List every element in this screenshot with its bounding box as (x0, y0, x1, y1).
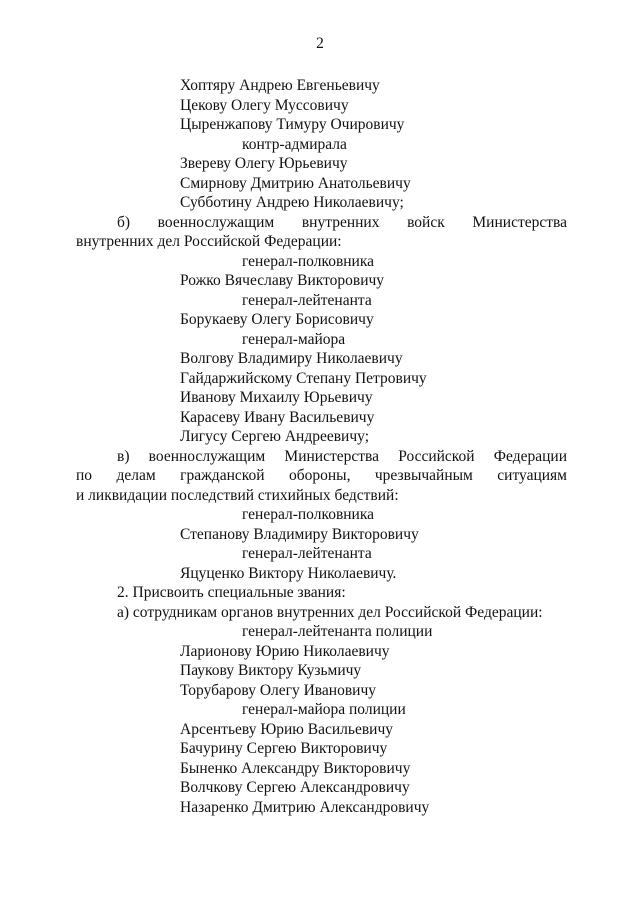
page-number: 2 (316, 35, 324, 52)
name-line: Назаренко Дмитрию Александровичу (180, 799, 430, 816)
name-line: Степанову Владимиру Викторовичу (180, 526, 419, 543)
name-line: Паукову Виктору Кузьмичу (180, 662, 362, 679)
name-line: Хоптяру Андрею Евгеньевичу (180, 77, 380, 94)
name-line: Цыренжапову Тимуру Очировичу (180, 116, 405, 133)
name-line: Рожко Вячеславу Викторовичу (180, 272, 385, 289)
subsection-heading-a: а) сотрудникам органов внутренних дел Российской Федерации: (117, 604, 543, 621)
rank-heading: генерал-майора полиции (242, 701, 406, 718)
rank-heading: генерал-лейтенанта полиции (242, 623, 433, 640)
rank-heading: генерал-майора (242, 331, 346, 348)
subsection-heading-b-cont: внутренних дел Российской Федерации: (76, 233, 342, 250)
name-line: Субботину Андрею Николаевичу; (180, 194, 404, 211)
name-line: Волгову Владимиру Николаевичу (180, 350, 403, 367)
rank-heading: генерал-лейтенанта (242, 545, 372, 562)
name-line: Лигусу Сергею Андреевичу; (180, 428, 370, 445)
name-line: Борукаеву Олегу Борисовичу (180, 311, 374, 328)
name-line: Торубарову Олегу Ивановичу (180, 682, 377, 699)
rank-heading: генерал-лейтенанта (242, 292, 372, 309)
name-line: Смирнову Дмитрию Анатольевичу (180, 175, 411, 192)
rank-heading: генерал-полковника (242, 506, 375, 523)
name-line: Гайдаржийскому Степану Петровичу (180, 370, 427, 387)
subsection-heading-v-cont: по делам гражданской обороны, чрезвычайным ситуациям (76, 467, 567, 484)
rank-heading: контр-адмирала (242, 136, 347, 153)
name-line: Арсентьеву Юрию Васильевичу (180, 721, 393, 738)
rank-heading: генерал-полковника (242, 253, 375, 270)
name-line: Ларионову Юрию Николаевичу (180, 643, 390, 660)
name-line: Яцуценко Виктору Николаевичу. (180, 565, 397, 582)
name-line: Цекову Олегу Муссовичу (180, 97, 349, 114)
name-line: Быненко Александру Викторовичу (180, 760, 411, 777)
name-line: Бачурину Сергею Викторовичу (180, 740, 388, 757)
subsection-heading-v: в) военнослужащим Министерства Российской Федерации (117, 448, 567, 465)
subsection-heading-v-cont: и ликвидации последствий стихийных бедствий: (76, 487, 399, 504)
name-line: Волчкову Сергею Александровичу (180, 779, 410, 796)
name-line: Иванову Михаилу Юрьевичу (180, 389, 373, 406)
name-line: Карасеву Ивану Васильевичу (180, 409, 375, 426)
subsection-heading-b: б) военнослужащим внутренних войск Министерства (117, 214, 567, 231)
name-line: Звереву Олегу Юрьевичу (180, 155, 348, 172)
section-heading-2: 2. Присвоить специальные звания: (117, 584, 346, 601)
